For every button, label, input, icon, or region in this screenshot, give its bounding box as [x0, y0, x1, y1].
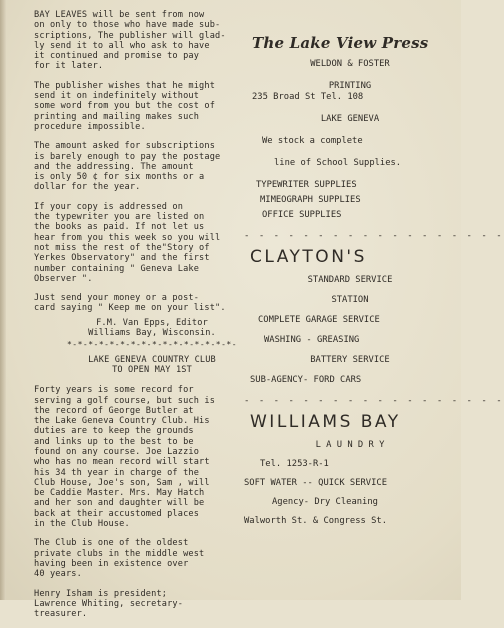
country-club-paragraph: Forty years is some record for serving a golf course, but such is the record of George Butler at the Lake Geneva Country Club. His duties are to keep the grounds and links up to the best to be found on any course. Joe Lazzio who has no mean record will start his 34 th year in charge of the Club House, Joe's son, Sam , will be Caddie Master. Mrs. May Hatch and her son and daughter will be back at their accustomed places in the Club House. [34, 385, 216, 530]
claytons-line: WASHING - GREASING [264, 335, 360, 345]
claytons-line: BATTERY SERVICE [310, 355, 390, 365]
send-money-paragraph: Just send your money or a post- card saying " Keep me on your list". [34, 293, 226, 314]
left-column [34, 10, 270, 628]
laundry-line: Agency- Dry Cleaning [272, 497, 378, 507]
press-line: WELDON & FOSTER [310, 59, 390, 69]
dash-separator: - - - - - - - - - - - - - - - - - - [244, 396, 504, 406]
laundry-line: Walworth St. & Congress St. [244, 516, 387, 526]
country-club-heading: LAKE GENEVA COUNTRY CLUB TO OPEN MAY 1ST [88, 354, 216, 375]
press-line: PRINTING [328, 81, 372, 91]
laundry-line: L A U N D R Y [315, 440, 385, 450]
laundry-line: Tel. 1253-R-1 [260, 459, 329, 469]
press-line: 235 Broad St Tel. 108 [252, 92, 364, 102]
press-line: TYPEWRITER SUPPLIES [256, 180, 357, 190]
oldest-club-paragraph: The Club is one of the oldest private clubs in the middle west having been in existence over 40 years. [34, 538, 205, 580]
subscription-notice: BAY LEAVES will be sent from now on only to those who have made sub- scriptions, The publisher will glad- ly send it to all who ask to have it continued and promise to pay for it later. [34, 10, 226, 72]
claytons-line: STATION [331, 295, 369, 305]
press-line: line of School Supplies. [274, 158, 402, 168]
publisher-wish-paragraph: The publisher wishes that he might send it on indefinitely without some word from you but the cost of printing and mailing makes such procedure impossible. [34, 80, 216, 132]
claytons-title: CLAYTON'S [250, 247, 367, 267]
club-officers-paragraph: Henry Isham is president; Lawrence Whiting, secretary- treasurer. [34, 588, 184, 620]
claytons-line: COMPLETE GARAGE SERVICE [258, 315, 380, 325]
editor-signature: F.M. Van Epps, Editor Williams Bay, Wisconsin. [88, 317, 216, 339]
star-separator: *-*-*-*-*-*-*-*-*-*-*-*-*-*-*-*- [66, 340, 238, 350]
claytons-line: SUB-AGENCY- FORD CARS [250, 375, 362, 385]
torn-edge [0, 0, 6, 600]
press-line: We stock a complete [262, 136, 363, 146]
press-line: MIMEOGRAPH SUPPLIES [260, 195, 361, 205]
williams-bay-title: WILLIAMS BAY [250, 412, 401, 432]
subscription-price-paragraph: The amount asked for subscriptions is barely enough to pay the postage and the addressing. The amount is only 50 ¢ for six months or a dollar for the year. [34, 141, 221, 193]
dash-separator: - - - - - - - - - - - - - - - - - - [244, 231, 504, 241]
press-line: OFFICE SUPPLIES [262, 210, 342, 220]
claytons-line: STANDARD SERVICE [307, 275, 393, 285]
right-column [244, 34, 504, 527]
laundry-line: SOFT WATER -- QUICK SERVICE [244, 478, 387, 488]
press-line: LAKE GENEVA [320, 114, 380, 124]
typewriter-copy-paragraph: If your copy is addressed on the typewriter you are listed on the books as paid. If not let us hear from you this week so you will not miss the rest of the"Story of Yerkes Observatory" and the first number containing " Geneva Lake Observer ". [34, 201, 221, 284]
lake-view-press-title: The Lake View Press [252, 34, 429, 52]
